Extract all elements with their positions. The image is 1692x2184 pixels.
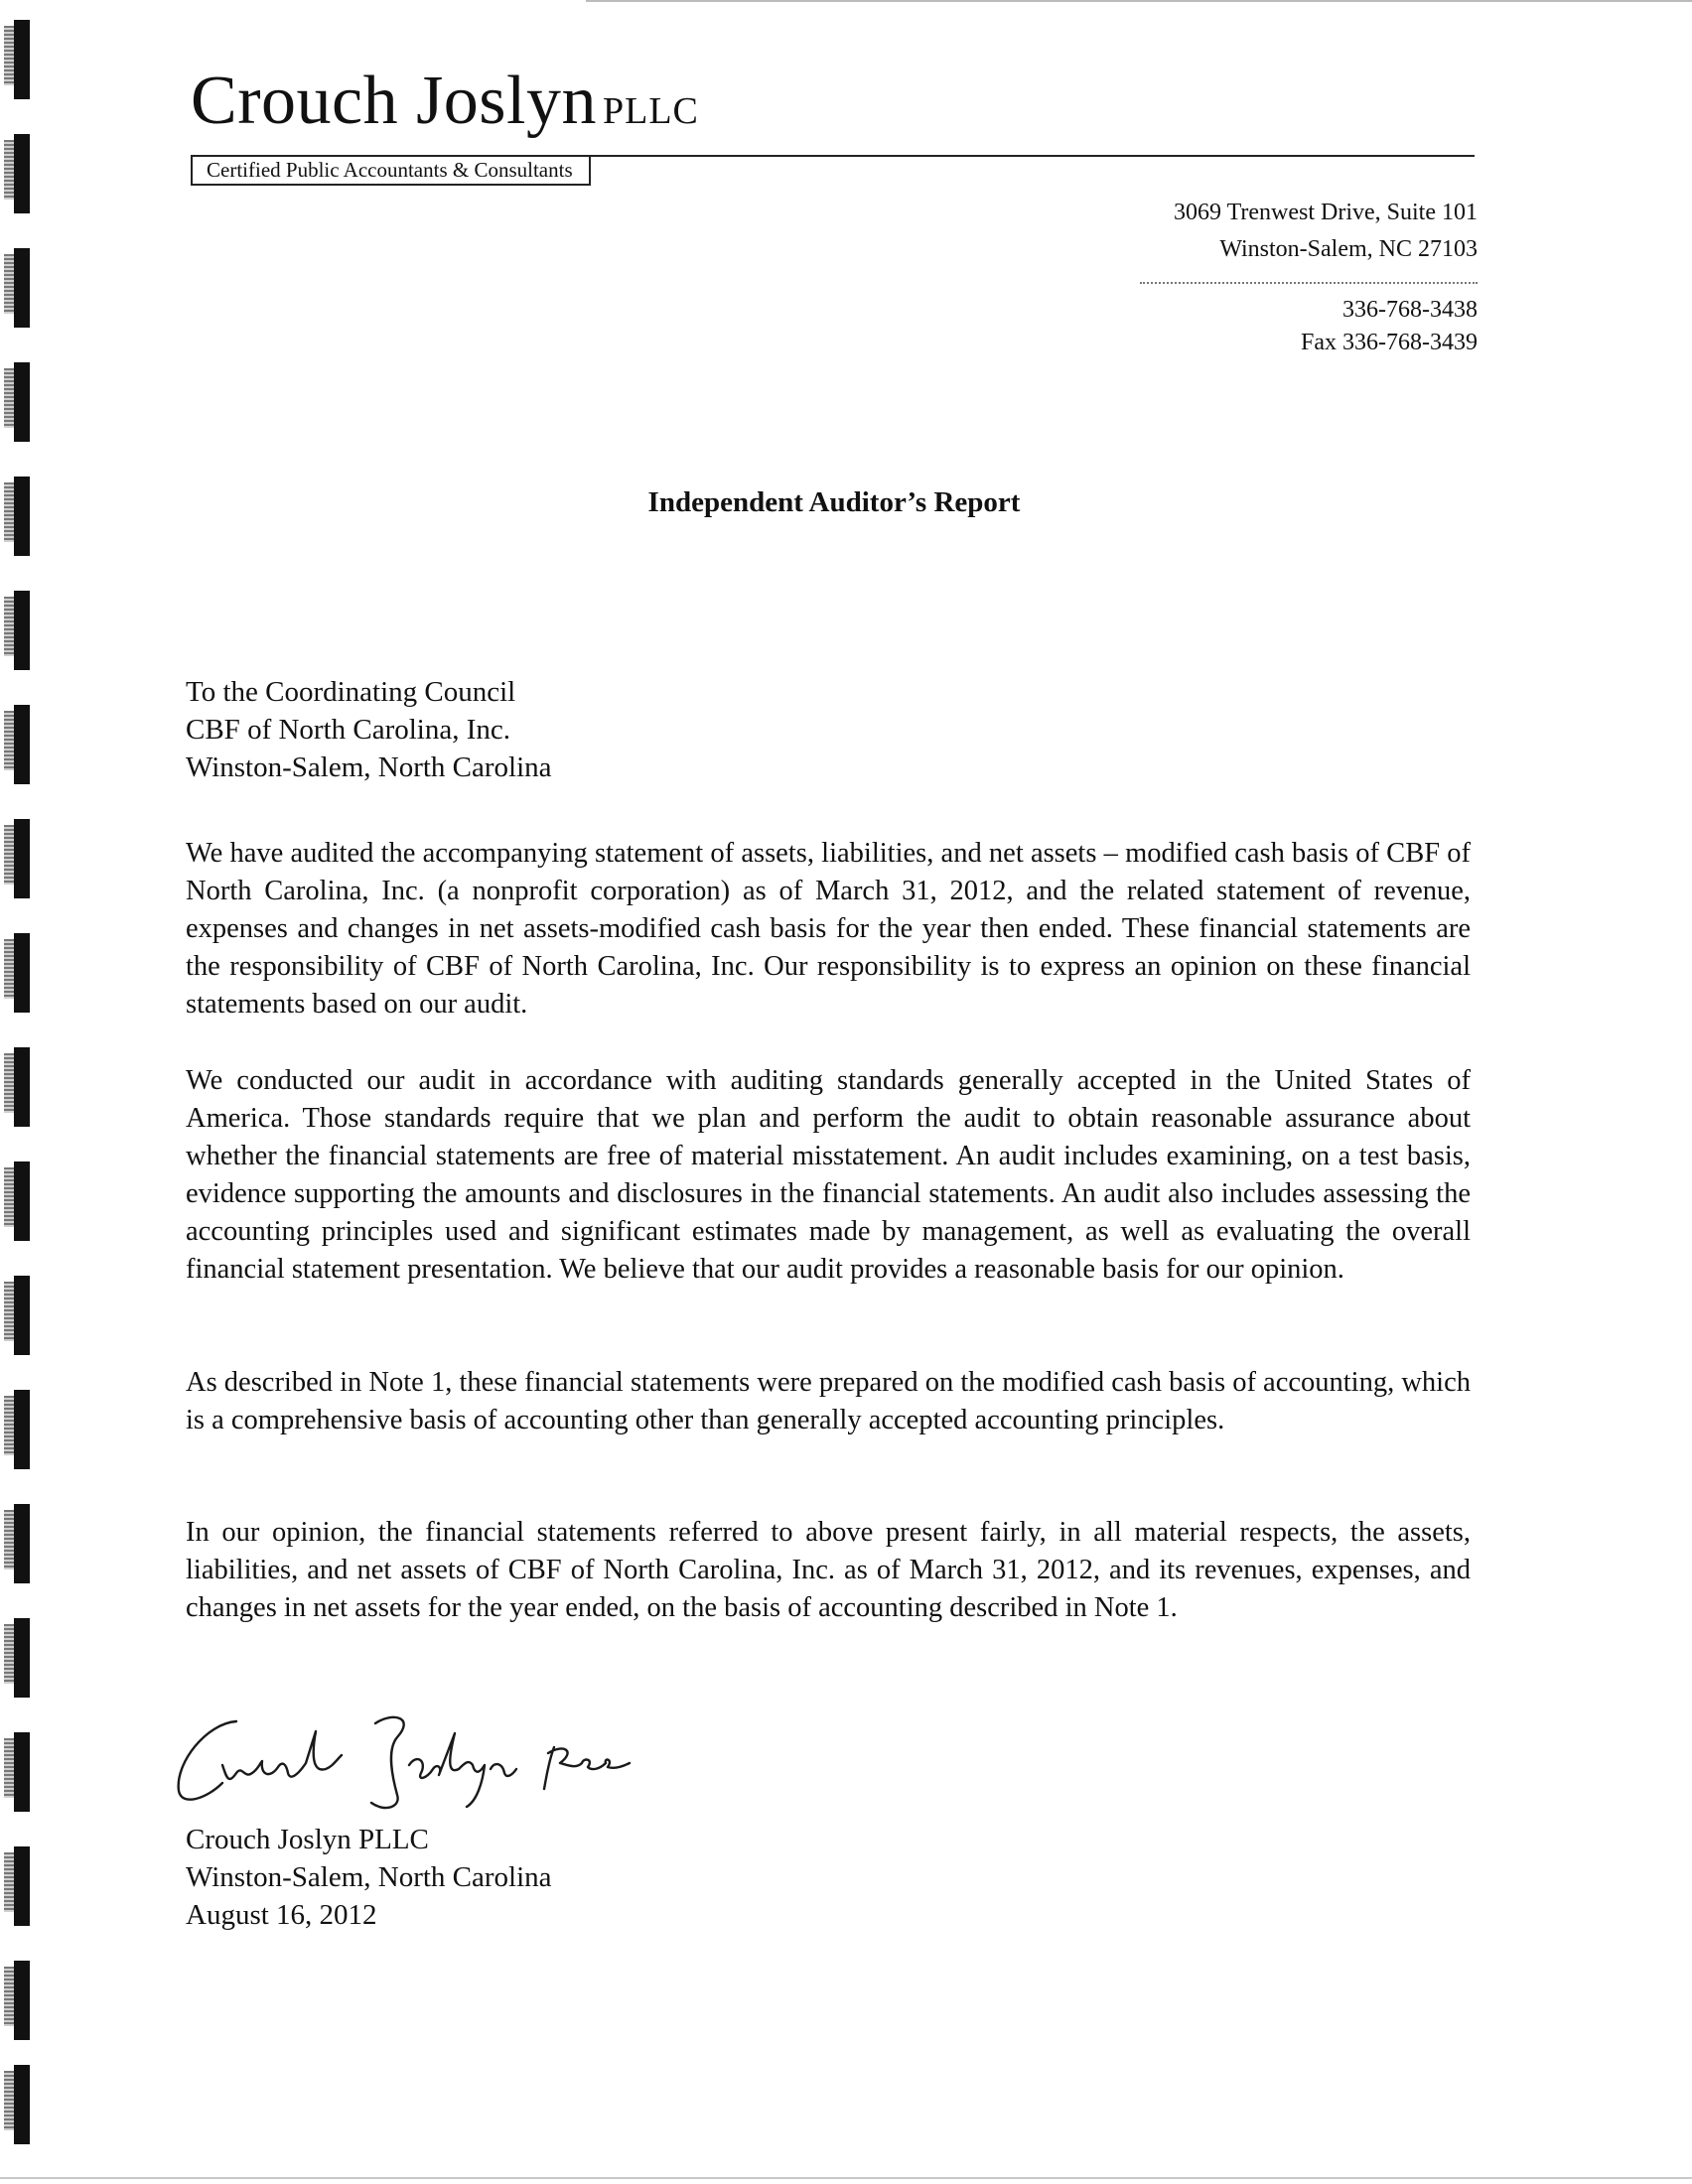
address-line-2: Winston-Salem, NC 27103 xyxy=(1219,236,1478,262)
scan-bottom-edge xyxy=(0,2177,1692,2179)
binder-strip xyxy=(0,20,36,2164)
firm-suffix: PLLC xyxy=(603,90,699,132)
binder-mark xyxy=(2,2065,32,2144)
binder-mark xyxy=(2,1618,32,1698)
binder-mark xyxy=(2,705,32,784)
paragraph-basis: As described in Note 1, these financial statements were prepared on the modified cash basis of accounting, which is a comprehensive basis of accounting other than generally accepted accounting principles. xyxy=(186,1367,1471,1435)
binder-mark xyxy=(2,1390,32,1469)
scan-top-edge xyxy=(586,0,1692,2)
handwritten-signature xyxy=(167,1704,634,1813)
signoff-city: Winston-Salem, North Carolina xyxy=(186,1861,552,1893)
paragraph-standards: We conducted our audit in accordance with auditing standards generally accepted in the United States of America. Those standards require that we plan and perform the audit to obtain reasonable assurance about whether the financial statements are free of material misstatement. An audit includes examining, on a test basis, evidence supporting the amounts and disclosures in the financial statements. An audit also includes assessing the accounting principles used and significant estimates made by management, as well as evaluating the overall financial statement presentation. We believe that our audit provides a reasonable basis for our opinion. xyxy=(186,1065,1471,1285)
fax-number: Fax 336-768-3439 xyxy=(1301,330,1478,355)
paragraph-opinion: In our opinion, the financial statements referred to above present fairly, in all material respects, the assets, liabilities, and net assets of CBF of North Carolina, Inc. as of March 31, 2012, and its revenues, expenses, and changes in net assets for the year ended, on the basis of accounting described in Note 1. xyxy=(186,1517,1471,1623)
binder-mark xyxy=(2,1846,32,1926)
firm-tagline: Certified Public Accountants & Consultants xyxy=(191,156,591,186)
signoff-firm: Crouch Joslyn PLLC xyxy=(186,1824,429,1855)
addressee-line: To the Coordinating Council xyxy=(186,676,516,708)
address-divider xyxy=(1140,282,1478,284)
phone-number: 336-768-3438 xyxy=(1342,297,1478,323)
binder-mark xyxy=(2,819,32,898)
signoff-date: August 16, 2012 xyxy=(186,1899,377,1931)
binder-mark xyxy=(2,591,32,670)
addressee-line: CBF of North Carolina, Inc. xyxy=(186,714,511,746)
binder-mark xyxy=(2,933,32,1013)
firm-phones xyxy=(1301,294,1478,359)
binder-mark xyxy=(2,134,32,213)
binder-mark xyxy=(2,362,32,442)
binder-mark xyxy=(2,20,32,99)
binder-mark xyxy=(2,1161,32,1241)
binder-mark xyxy=(2,248,32,328)
binder-mark xyxy=(2,1961,32,2040)
paragraph-scope: We have audited the accompanying statement of assets, liabilities, and net assets – modified cash basis of CBF of North Carolina, Inc. (a nonprofit corporation) as of March 31, 2012, and the related statement of revenue, expenses and changes in net assets-modified cash basis for the year then ended. These financial statements are the responsibility of CBF of North Carolina, Inc. Our responsibility is to express an opinion on these financial statements based on our audit. xyxy=(186,838,1471,1020)
binder-mark xyxy=(2,1504,32,1583)
address-line-1: 3069 Trenwest Drive, Suite 101 xyxy=(1174,200,1478,225)
firm-address xyxy=(1174,195,1478,268)
addressee-line: Winston-Salem, North Carolina xyxy=(186,751,552,783)
report-title: Independent Auditor’s Report xyxy=(647,486,1021,518)
binder-mark xyxy=(2,1047,32,1127)
firm-name-text: Crouch Joslyn xyxy=(191,63,597,139)
signoff-block xyxy=(186,1821,552,1934)
firm-name xyxy=(191,62,699,151)
addressee-block xyxy=(186,673,552,786)
binder-mark xyxy=(2,1276,32,1355)
binder-mark xyxy=(2,1732,32,1812)
